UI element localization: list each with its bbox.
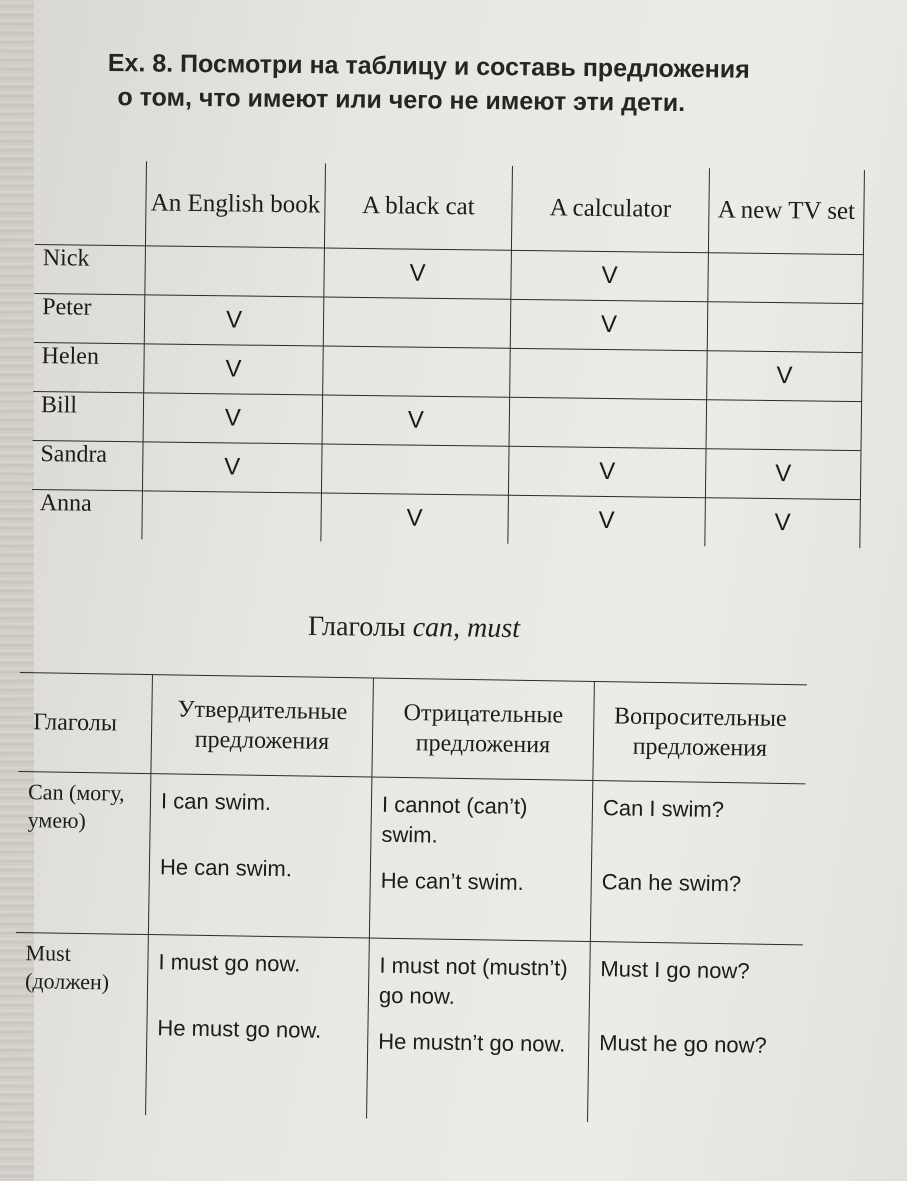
col-header-verbs: Глаголы [18,672,152,773]
check-mark [707,302,863,353]
check-mark: V [508,495,706,546]
section-title-italic: can, must [412,611,521,645]
possessions-table [31,160,865,548]
instruction-line-2: о том, что имеют или чего не имеют эти дети. [117,83,686,118]
check-mark: V [508,446,706,497]
sentence: I cannot (can’t) swim. [381,791,528,848]
sentence: He must go now. [157,1015,322,1043]
check-mark: V [324,248,512,299]
sentence: He mustn’t go now. [378,1028,566,1057]
exercise-instruction [107,46,878,122]
sentence: Must I go now? [600,956,750,984]
question-cell [588,941,803,1125]
sentence: I must go now. [158,949,301,977]
check-mark: V [321,493,509,544]
col-header-question: Вопросительные предложения [593,682,807,784]
check-mark: V [144,344,324,395]
row-name: Helen [33,342,144,392]
check-mark: V [143,393,323,444]
check-mark [323,297,511,348]
verb-cell: Must (должен) [13,932,148,1115]
table-row [31,489,860,548]
check-mark [142,491,322,542]
check-mark: V [142,442,322,493]
row-name: Anna [31,489,142,539]
sentence: I can swim. [160,788,272,815]
sentence: I must not (mustn’t) go now. [378,952,568,1009]
check-mark: V [705,498,861,548]
col-header-calculator: A calculator [511,166,709,253]
sentence: Must he go now? [599,1030,767,1058]
corner-cell [35,160,147,246]
col-header-black-cat: A black cat [324,164,512,251]
sentence: Can I swim? [602,795,725,823]
instruction-line-1: Ex. 8. Посмотри на таблицу и составь предложения [107,48,750,84]
check-mark: V [511,250,709,301]
verbs-table [13,672,807,1125]
section-title-plain: Глаголы [307,610,413,643]
col-header-negative: Отрицательные предложения [372,678,595,780]
possessions-header-row [35,160,864,255]
table-row [13,932,803,1125]
check-mark: V [705,449,861,500]
row-name: Peter [34,293,145,343]
check-mark [323,346,511,397]
check-mark [708,253,864,304]
row-name: Nick [34,244,145,294]
col-header-english-book: An English book [145,161,325,248]
negative-cell [369,777,593,941]
col-header-tv-set: A new TV set [708,168,864,254]
check-mark: V [707,351,863,402]
check-mark [145,246,325,297]
verb-cell: Can (могу, умею) [16,771,151,934]
sentence: He can’t swim. [380,867,524,895]
affirmative-cell [146,935,370,1119]
section-title [308,611,520,645]
check-mark: V [144,295,324,346]
sentence: He can swim. [159,854,293,882]
check-mark [510,348,708,399]
check-mark [321,444,509,495]
check-mark: V [322,395,510,446]
row-name: Bill [33,391,144,441]
check-mark: V [510,299,708,350]
verbs-header-row [18,672,806,783]
sentence: Can he swim? [601,869,742,897]
affirmative-cell [148,774,372,938]
question-cell [590,781,805,945]
check-mark [706,400,862,451]
col-header-affirmative: Утвердительные предложения [151,675,374,777]
check-mark [509,397,707,448]
table-row [16,771,805,944]
row-name: Sandra [32,440,143,490]
negative-cell [367,938,591,1122]
